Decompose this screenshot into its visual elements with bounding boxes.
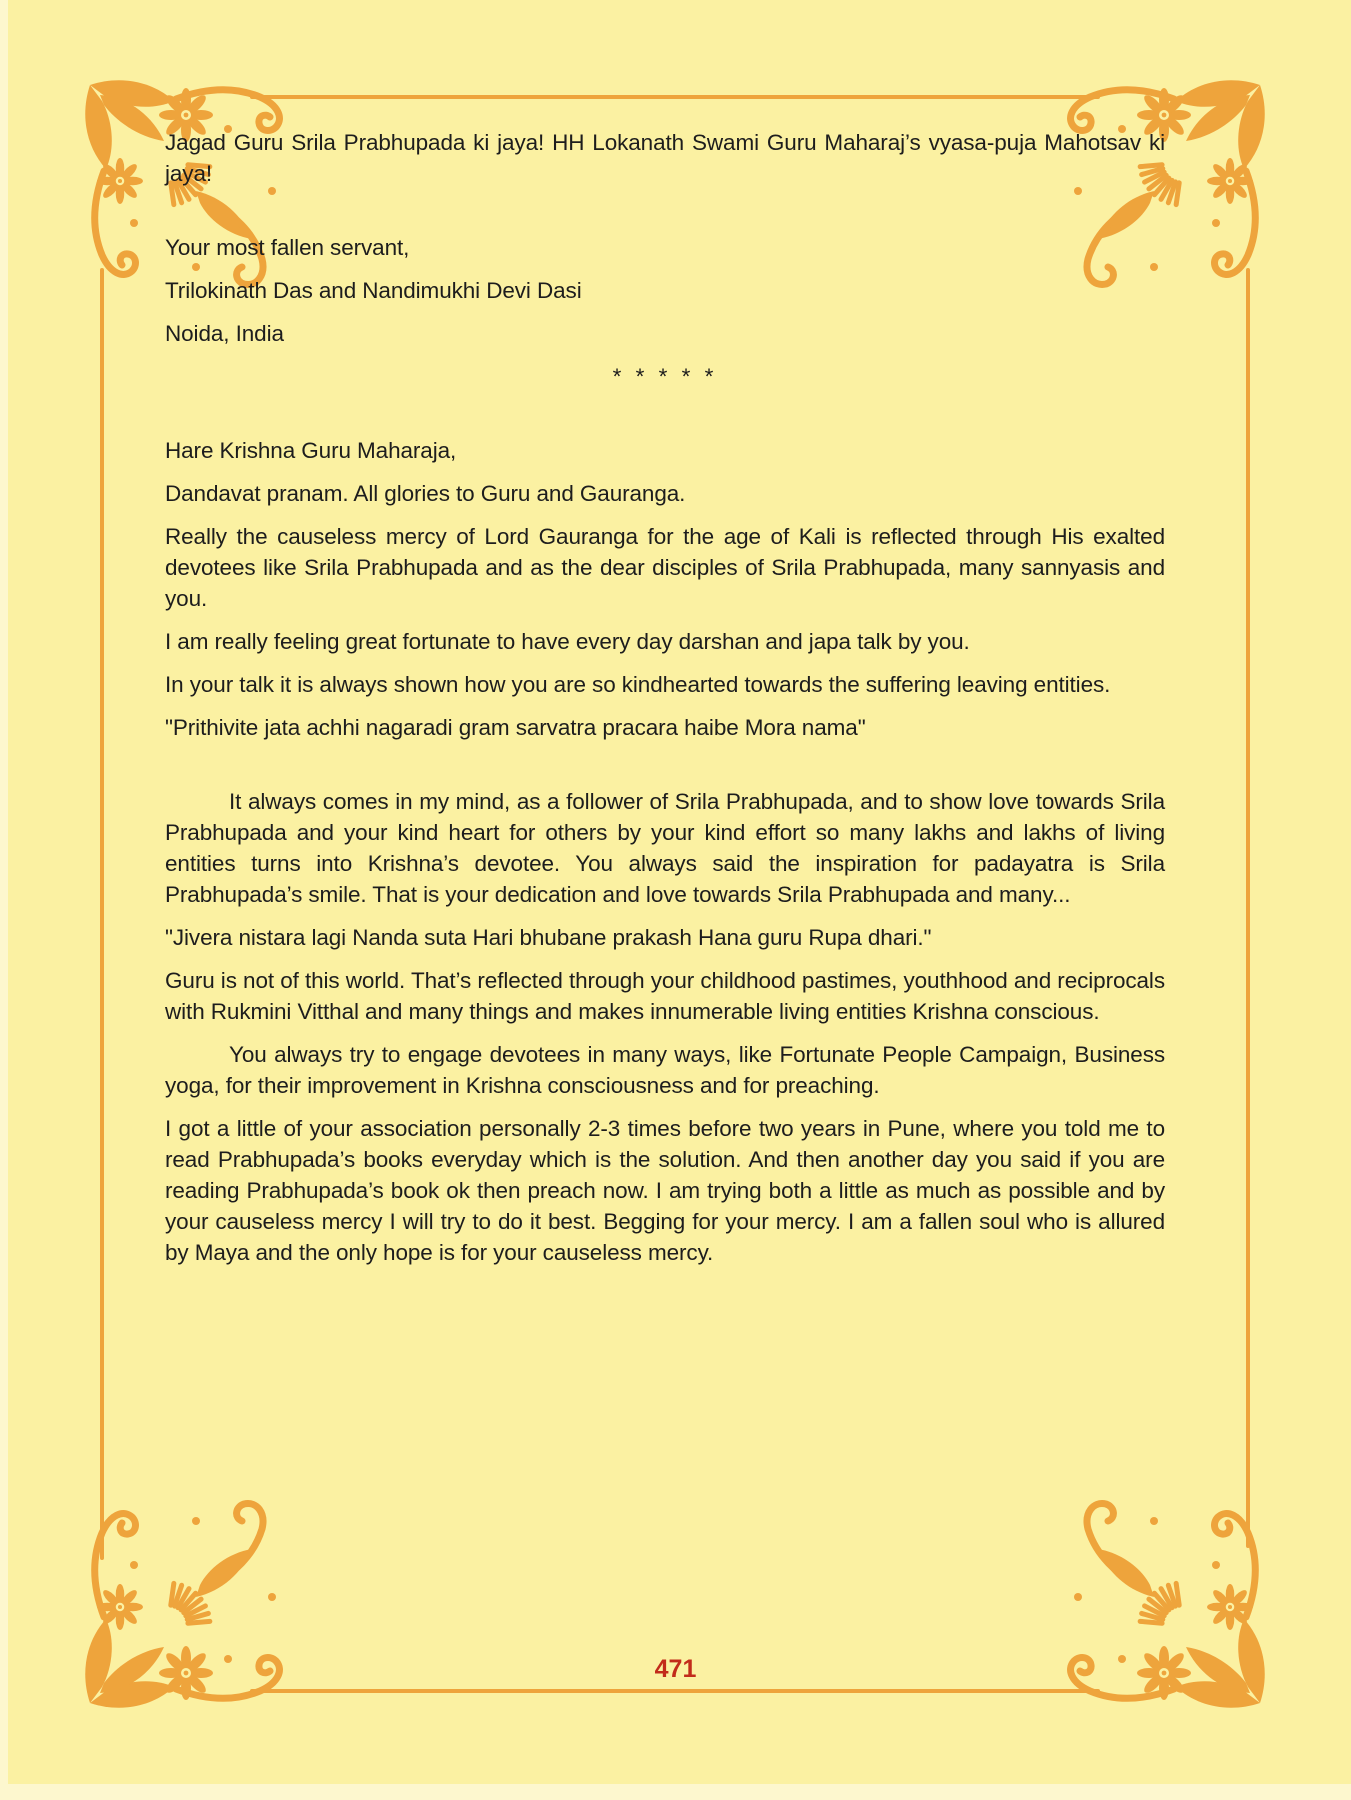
letter-signature-line: Your most fallen servant, <box>165 235 410 260</box>
page-edge-bottom <box>0 1784 1351 1800</box>
letter-signature-names: Trilokinath Das and Nandimukhi Devi Dasi <box>165 278 582 303</box>
section-divider-asterisks: * * * * * <box>612 364 718 389</box>
letter-paragraph: In your talk it is always shown how you are so kindhearted towards the suffering leaving entities. <box>165 672 1111 697</box>
letter-paragraph: Jagad Guru Srila Prabhupada ki jaya! HH Lokanath Swami Guru Maharaj’s vyasa-puja Mahotsav ki jaya! <box>165 130 1165 186</box>
letter-paragraph: I got a little of your association personally 2-3 times before two years in Pune, where you told me to read Prabhupada’s books everyday which is the solution. And then another day you said if you are reading Prabhupada’s book ok then preach now. I am trying both a little as much as possible and by your causeless mercy I will try to do it best. Begging for your mercy. I am a fallen soul who is allured by Maya and the only hope is for your causeless mercy. <box>165 1116 1165 1265</box>
letter-quote: "Jivera nistara lagi Nanda suta Hari bhubane prakash Hana guru Rupa dhari." <box>165 925 932 950</box>
letter-quote: "Prithivite jata achhi nagaradi gram sarvatra pracara haibe Mora nama" <box>165 715 866 740</box>
letter-paragraph: Guru is not of this world. That’s reflected through your childhood pastimes, youthhood and reciprocals with Rukmini Vitthal and many things and makes innumerable living entities Krishna conscious. <box>165 968 1165 1024</box>
border-line-bottom <box>250 1689 1100 1693</box>
letter-body <box>165 127 1165 1280</box>
letter-paragraph: It always comes in my mind, as a follower of Srila Prabhupada, and to show love towards Srila Prabhupada and your kind heart for others by your kind effort so many lakhs and lakhs of living entities turns into Krishna’s devotee. You always said the inspiration for padayatra is Srila Prabhupada’s smile. That is your dedication and love towards Srila Prabhupada and many... <box>165 789 1165 907</box>
letter-paragraph: I am really feeling great fortunate to have every day darshan and japa talk by you. <box>165 629 970 654</box>
border-line-right <box>1246 268 1250 1548</box>
letter-signature-place: Noida, India <box>165 321 284 346</box>
border-line-left <box>100 268 104 1560</box>
border-line-top <box>250 95 1100 99</box>
letter-paragraph: Dandavat pranam. All glories to Guru and Gauranga. <box>165 481 686 506</box>
letter-paragraph: You always try to engage devotees in many ways, like Fortunate People Campaign, Business yoga, for their improvement in Krishna consciousness and for preaching. <box>165 1042 1165 1098</box>
page-number: 471 <box>654 1655 697 1683</box>
page-edge-left <box>0 0 8 1800</box>
letter-paragraph: Really the causeless mercy of Lord Gauranga for the age of Kali is reflected through His exalted devotees like Srila Prabhupada and as the dear disciples of Srila Prabhupada, many sannyasis and you. <box>165 524 1165 611</box>
letter-salutation: Hare Krishna Guru Maharaja, <box>165 438 457 463</box>
